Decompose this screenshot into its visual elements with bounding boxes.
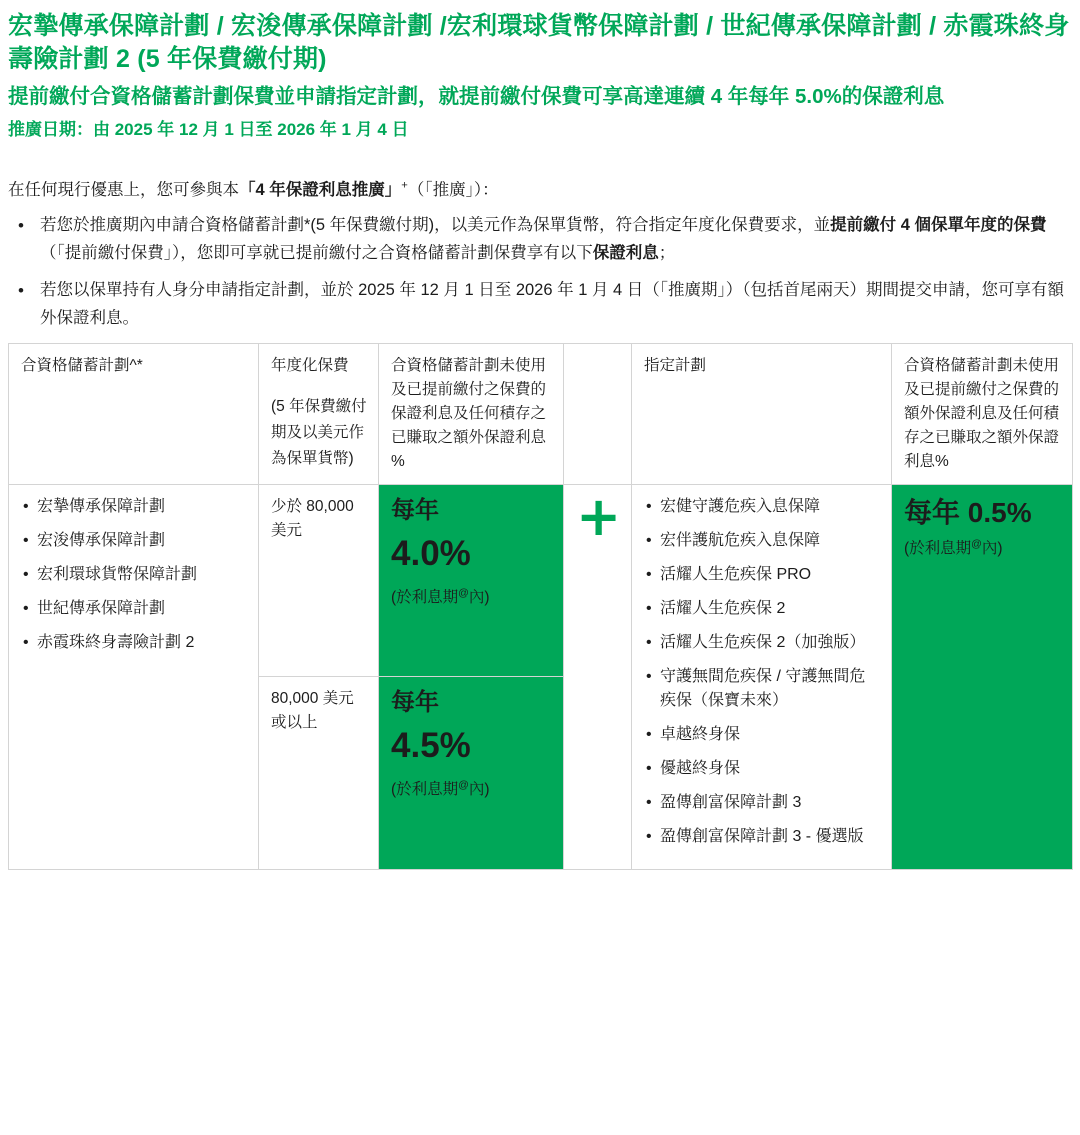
intro-superscript: + [401,179,408,192]
cell-rate-tier-2 [379,677,564,870]
extra-note-prefix: (於利息期 [904,540,972,558]
extra-interest-note [904,537,1062,560]
list-item: • 優越終身保 [660,757,881,781]
list-item: • 宏伴護航危疾入息保障 [660,529,881,553]
cell-eligible-plans [9,484,259,869]
promotion-table [8,343,1073,870]
header-guaranteed-interest: 合資格儲蓄計劃未使用及已提前繳付之保費的保證利息及任何積存之已賺取之額外保證利息 % [379,343,564,484]
rate-value: 4.0% [391,533,471,573]
header-designated-plans: 指定計劃 [632,343,892,484]
list-item [36,211,1072,268]
extra-interest-value: 每年 0.5% [904,496,1032,528]
extra-note-superscript: @ [971,537,982,550]
rate-note-prefix: (於利息期 [391,588,459,606]
extra-note-suffix: 內) [981,540,1003,558]
cell-extra-interest [892,484,1073,869]
bullet2-text: 若您以保單持有人身分申請指定計劃，並於 2025 年 12 月 1 日至 2026 年 1 月 4 日（「推廣期」）（包括首尾兩天）期間提交申請，您可享有額外保證利息。 [40,280,1065,328]
list-item: • 盈傳創富保障計劃 3 - 優選版 [660,825,881,849]
rate-note-suffix: 內) [468,781,490,799]
rate-note [391,586,553,609]
table-header-row [9,343,1073,484]
cell-premium-tier-1: 少於 80,000 美元 [259,484,379,677]
body-bullet-list [8,211,1072,333]
header-annual-premium-main: 年度化保費 [271,356,349,374]
cell-designated-plans [632,484,892,869]
list-item [36,276,1072,333]
list-item: • 宏摯傳承保障計劃 [37,495,248,519]
list-item: • 世紀傳承保障計劃 [37,597,248,621]
list-item: • 盈傳創富保障計劃 3 [660,791,881,815]
rate-note-superscript: @ [458,779,469,792]
rate-label: 每年 [391,496,439,524]
list-item: • 守護無間危疾保 / 守護無間危疾保（保寶未來） [660,665,881,713]
rate-note-suffix: 內) [468,588,490,606]
list-item: • 宏利環球貨幣保障計劃 [37,563,248,587]
page-title: 宏摯傳承保障計劃 / 宏浚傳承保障計劃 /宏利環球貨幣保障計劃 / 世紀傳承保障計劃 / 赤霞珠終身壽險計劃 2 (5 年保費繳付期) [8,12,1070,73]
list-item: • 卓越終身保 [660,723,881,747]
bullet1-part3: ； [658,244,676,263]
table-row [9,484,1073,677]
promo-period-text: 推廣日期：由 2025 年 12 月 1 日至 2026 年 1 月 4 日 [8,120,409,140]
rate-note [391,778,553,801]
header-annual-premium-sub: (5 年保費繳付期及以美元作為保單貨幣) [271,397,367,467]
bullet1-bold2: 保證利息 [592,244,659,263]
list-item: • 活耀人生危疾保 PRO [660,563,881,587]
cell-premium-tier-2: 80,000 美元或以上 [259,677,379,870]
list-item: • 宏健守護危疾入息保障 [660,495,881,519]
cell-plus-symbol [564,484,632,869]
rate-note-superscript: @ [458,586,469,599]
bullet1-bold1: 提前繳付 4 個保單年度的保費 [830,216,1047,234]
header-extra-interest: 合資格儲蓄計劃未使用及已提前繳付之保費的額外保證利息及任何積存之已賺取之額外保證利息% [892,343,1073,484]
intro-suffix: （「推廣」）： [407,180,499,199]
list-item: • 宏浚傳承保障計劃 [37,529,248,553]
cell-rate-tier-1 [379,484,564,677]
header-eligible-plans: 合資格儲蓄計劃^* [9,343,259,484]
header-annual-premium [259,343,379,484]
designated-plans-list [644,495,881,849]
plus-icon: + [576,484,622,548]
intro-paragraph [8,177,1072,203]
list-item: • 赤霞珠終身壽險計劃 2 [37,631,248,655]
rate-note-prefix: (於利息期 [391,781,459,799]
rate-label: 每年 [391,689,439,717]
rate-value: 4.5% [391,726,471,766]
intro-prefix: 在任何現行優惠上，您可參與本 [8,180,239,199]
header-spacer [564,343,632,484]
bullet1-part1: 若您於推廣期內申請合資格儲蓄計劃*(5 年保費繳付期)，以美元作為保單貨幣，符合指定年度化保費要求，並 [40,216,831,234]
intro-bold: 「4 年保證利息推廣」 [239,180,402,199]
bullet1-part2: （「提前繳付保費」），您即可享就已提前繳付之合資格儲蓄計劃保費享有以下 [40,244,593,263]
list-item: • 活耀人生危疾保 2 [660,597,881,621]
eligible-plans-list [21,495,248,655]
list-item: • 活耀人生危疾保 2（加強版） [660,631,881,655]
page-subtitle: 提前繳付合資格儲蓄計劃保費並申請指定計劃，就提前繳付保費可享高達連續 4 年每年 5.0%的保證利息 [8,85,945,108]
